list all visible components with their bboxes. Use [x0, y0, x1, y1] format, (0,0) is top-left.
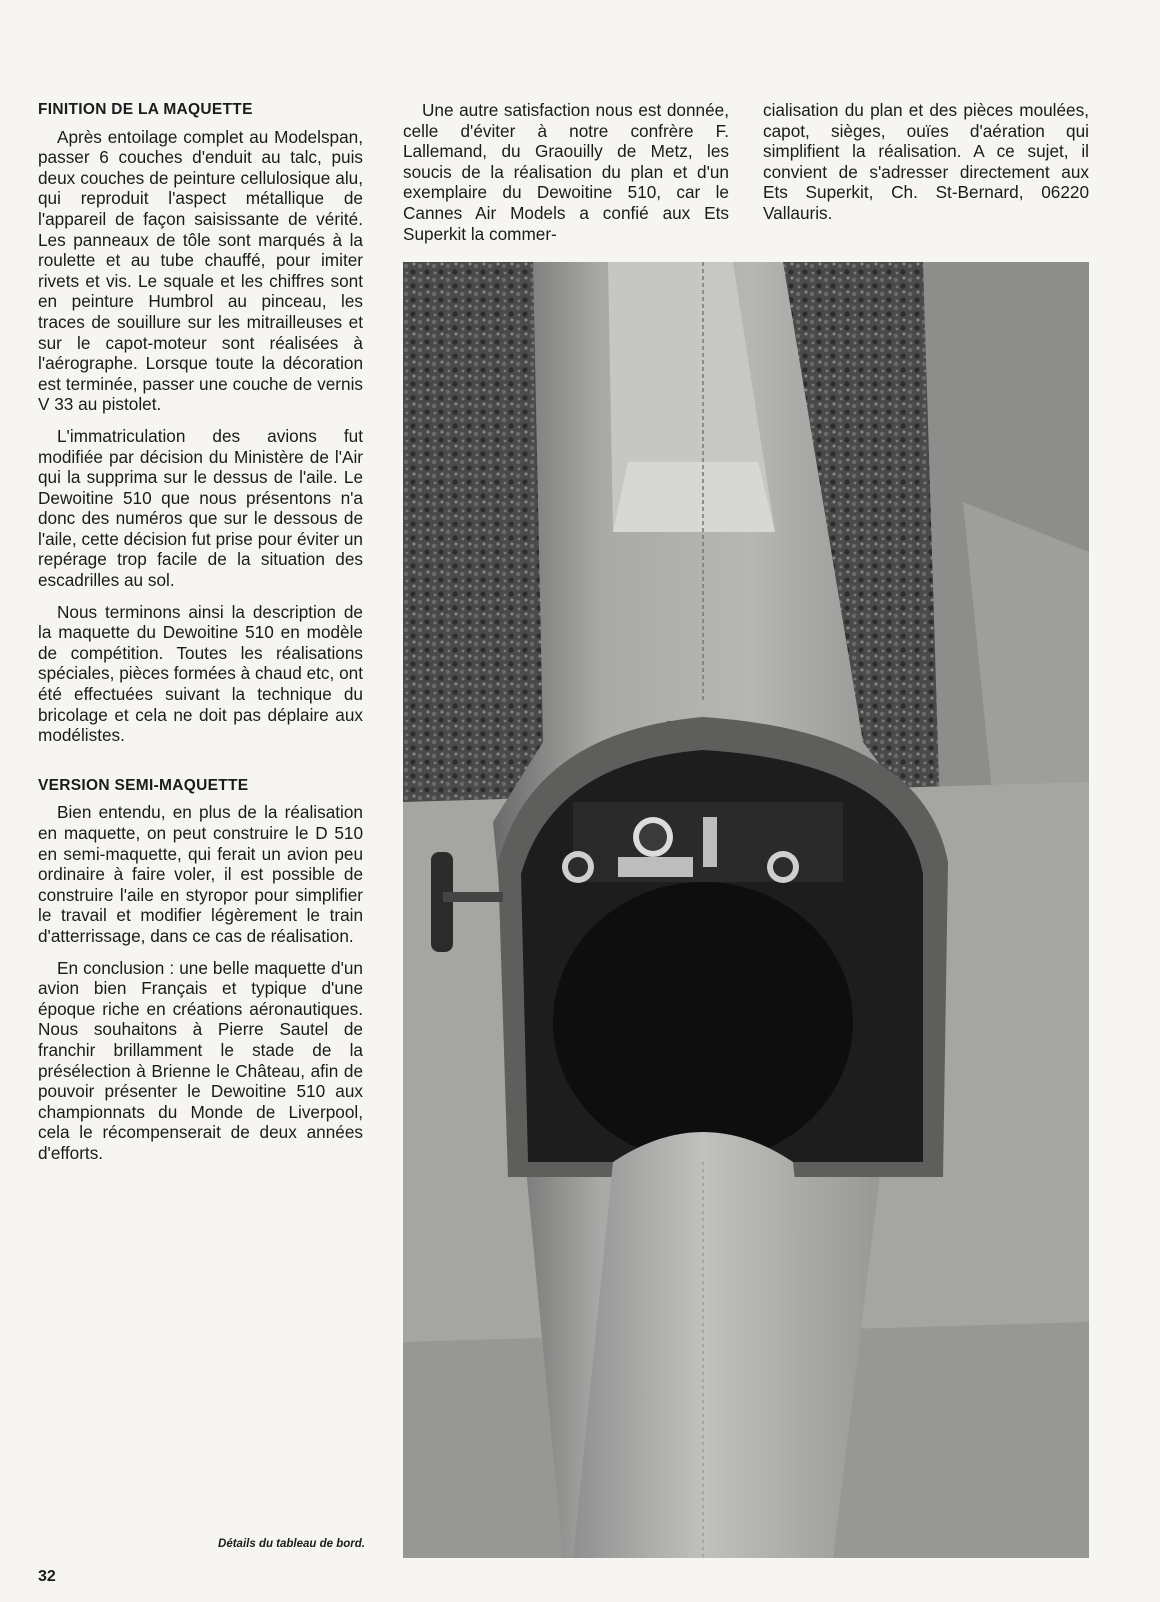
page-number: 32	[38, 1568, 56, 1585]
paragraph: Une autre satisfaction nous est donnée, celle d'éviter à notre confrère F. Lallemand, du Graouilly de Metz, les soucis de la réalisation du plan et d'un exemplaire du Dewoitine 510, car le Cannes Air Models a confié aux Ets Superkit la commer-	[403, 100, 729, 244]
photo-caption: Détails du tableau de bord.	[218, 1538, 365, 1550]
section-heading-semi-maquette: VERSION SEMI-MAQUETTE	[38, 776, 249, 794]
article-column-1	[38, 100, 363, 1175]
cockpit-photo	[403, 262, 1089, 1558]
paragraph: L'immatriculation des avions fut modifiée par décision du Ministère de l'Air qui la supprima sur le dessus de l'aile. Le Dewoitine 510 que nous présentons n'a donc des numéros que sur le dessous de l'aile, cette décision fut prise pour éviter un repérage trop facile de la situation des escadrilles au sol.	[38, 425, 363, 591]
paragraph: cialisation du plan et des pièces moulées, capot, sièges, ouïes d'aération qui simplifient la réalisation. A ce sujet, il convient de s'adresser directement aux Ets Superkit, Ch. St-Bernard, 06220 Vallauris.	[763, 100, 1089, 223]
article-column-3	[763, 100, 1089, 235]
article-column-2	[403, 100, 729, 255]
paragraph: Nous terminons ainsi la description de la maquette du Dewoitine 510 en modèle de compétition. Toutes les réalisations spéciales, pièces formées à chaud etc, ont été effectuées suivant la technique du bricolage et cela ne doit pas déplaire aux modélistes.	[38, 601, 363, 746]
paragraph: Après entoilage complet au Modelspan, passer 6 couches d'enduit au talc, puis deux couches de peinture cellulosique alu, qui reproduit l'aspect métallique de l'appareil de façon saisissante de vérité. Les panneaux de tôle sont marqués à la roulette et au tube chauffé, pour imiter rivets et vis. Le squale et les chiffres sont en peinture Humbrol au pinceau, les traces de souillure sur les mitrailleuses et sur le capot-moteur sont réalisées à l'aérographe. Lorsque toute la décoration est terminée, passer une couche de vernis V 33 au pistolet.	[38, 126, 363, 415]
paragraph: En conclusion : une belle maquette d'un avion bien Français et typique d'une époque riche en créations aéronautiques. Nous souhaitons à Pierre Sautel de franchir brillamment le stade de la présélection à Brienne le Château, afin de pouvoir présenter le Dewoitine 510 aux championnats du Monde de Liverpool, cela le récompenserait de deux années d'efforts.	[38, 957, 363, 1163]
section-heading-finition: FINITION DE LA MAQUETTE	[38, 101, 253, 118]
paragraph: Bien entendu, en plus de la réalisation en maquette, on peut construire le D 510 en semi-maquette, qui ferait un avion peu ordinaire à faire voler, il est possible de construire l'aile en styropor pour simplifier le travail et modifier légèrement le train d'atterrissage, dans ce cas de réalisation.	[38, 802, 363, 946]
